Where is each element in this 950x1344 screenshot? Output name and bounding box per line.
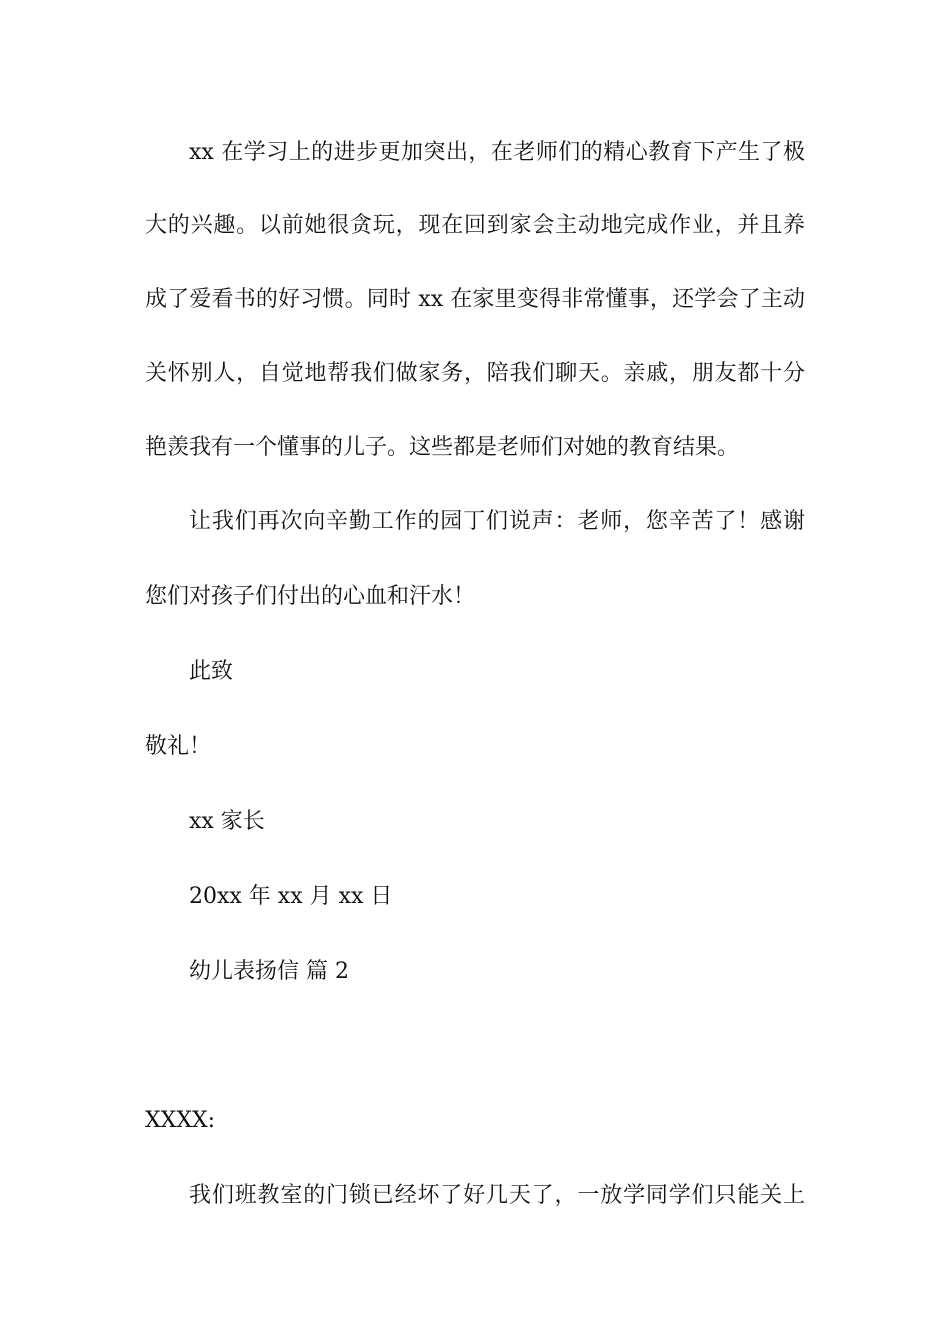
paragraph-1-line-3: 成了爱看书的好习惯。同时 xx 在家里变得非常懂事，还学会了主动: [145, 287, 805, 312]
paragraph-3-line-1: 我们班教室的门锁已经坏了好几天了，一放学同学们只能关上: [189, 1183, 805, 1208]
paragraph-1-line-4: 关怀别人，自觉地帮我们做家务，陪我们聊天。亲戚，朋友都十分: [145, 361, 805, 386]
paragraph-2-line-2: 您们对孩子们付出的心血和汗水！: [145, 584, 476, 609]
closing-salutation: 此致: [189, 659, 234, 684]
section-heading: 幼儿表扬信 篇 2: [189, 959, 349, 984]
recipient-line: XXXX:: [145, 1108, 216, 1133]
paragraph-2-line-1: 让我们再次向辛勤工作的园丁们说声：老师，您辛苦了！感谢: [189, 509, 805, 534]
date-line: 20xx 年 xx 月 xx 日: [189, 884, 393, 909]
paragraph-1-line-5: 艳羡我有一个懂事的儿子。这些都是老师们对她的教育结果。: [145, 435, 740, 460]
paragraph-1-line-1: xx 在学习上的进步更加突出，在老师们的精心教育下产生了极: [189, 140, 805, 165]
paragraph-1-line-2: 大的兴趣。以前她很贪玩，现在回到家会主动地完成作业，并且养: [145, 213, 805, 238]
signature: xx 家长: [189, 809, 265, 834]
closing-respect: 敬礼！: [145, 734, 212, 759]
